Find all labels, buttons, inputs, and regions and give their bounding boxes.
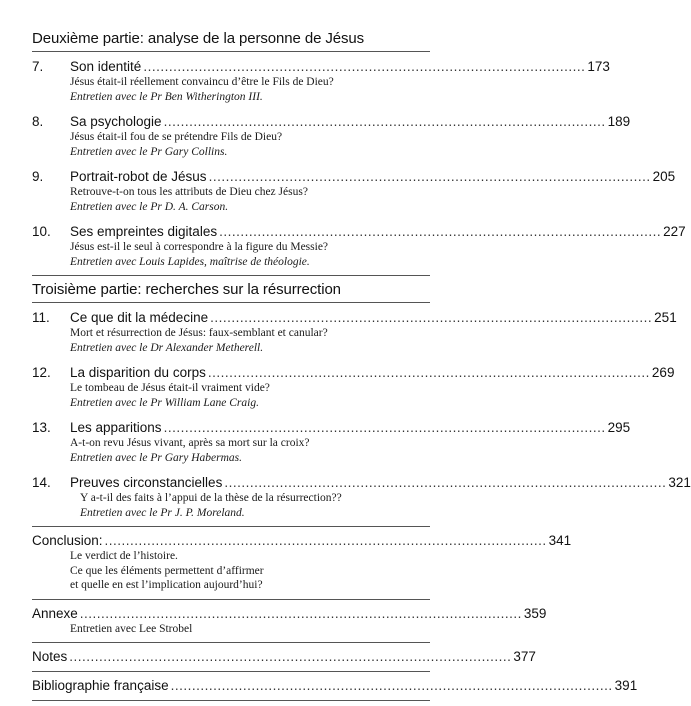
chapter-title: Ce que dit la médecine	[70, 310, 209, 325]
chapter-title: Les apparitions	[70, 420, 162, 435]
conclusion-line-3: et quelle en est l’implication aujourd’hui?	[70, 579, 263, 591]
chapter-title: Sa psychologie	[70, 114, 162, 129]
dot-leader: ........................................................................................................	[104, 533, 547, 548]
page-number: 269	[651, 365, 675, 380]
conclusion-line-2: Ce que les éléments permettent d’affirmer	[70, 564, 264, 577]
page-number: 189	[607, 114, 631, 129]
chapter-question: Mort et résurrection de Jésus: faux-semblant et canular?	[70, 327, 328, 339]
toc-entry-14[interactable]	[32, 474, 691, 527]
chapter-number: 8.	[32, 114, 44, 129]
chapter-question: A-t-on revu Jésus vivant, après sa mort sur la croix?	[70, 437, 310, 449]
chapter-question: Jésus est-il le seul à correspondre à la figure du Messie?	[70, 241, 329, 253]
chapter-number: 7.	[32, 59, 44, 74]
chapter-question: Le tombeau de Jésus était-il vraiment vide?	[70, 382, 270, 394]
chapter-number: 11.	[32, 310, 50, 325]
dot-leader: ........................................................................................................	[224, 475, 667, 490]
toc-entry-8[interactable]	[32, 113, 631, 159]
toc-entry-7[interactable]	[32, 58, 610, 104]
section-title: Annexe	[32, 605, 78, 621]
toc-entry-9[interactable]	[32, 168, 676, 214]
chapter-interview: Entretien avec le Pr D. A. Carson.	[70, 200, 229, 213]
chapter-interview: Entretien avec le Pr William Lane Craig.	[70, 396, 259, 409]
page-number: 359	[523, 605, 547, 621]
dot-leader: ........................................................................................................	[170, 678, 613, 693]
chapter-number: 13.	[32, 420, 51, 435]
dot-leader: ........................................................................................................	[163, 114, 606, 129]
chapter-number: 14.	[32, 475, 51, 490]
chapter-title: Preuves circonstancielles	[70, 475, 223, 490]
toc-entry-annexe[interactable]	[32, 605, 547, 644]
dot-leader: ........................................................................................................	[143, 59, 586, 74]
part-3-title: Troisième partie: recherches sur la résurrection	[32, 281, 430, 303]
chapter-interview: Entretien avec le Pr J. P. Moreland.	[80, 506, 245, 519]
chapter-title: Son identité	[70, 59, 142, 74]
chapter-interview: Entretien avec le Dr Alexander Metherell.	[70, 341, 264, 354]
chapter-interview: Entretien avec le Pr Ben Witherington III.	[70, 90, 263, 103]
table-of-contents	[32, 30, 691, 706]
page-number: 295	[607, 420, 631, 435]
chapter-title: Portrait-robot de Jésus	[70, 169, 207, 184]
toc-entry-notes[interactable]	[32, 648, 536, 672]
section-title: Bibliographie française	[32, 678, 169, 693]
dot-leader: ........................................................................................................	[210, 310, 653, 325]
chapter-interview: Entretien avec Louis Lapides, maîtrise de théologie.	[70, 255, 310, 268]
toc-entry-bibliographie[interactable]	[32, 677, 638, 701]
annexe-line-1: Entretien avec Lee Strobel	[70, 622, 193, 635]
chapter-number: 12.	[32, 365, 51, 380]
chapter-question: Jésus était-il fou de se prétendre Fils de Dieu?	[70, 131, 283, 143]
part-2-title: Deuxième partie: analyse de la personne de Jésus	[32, 30, 430, 52]
page-number: 173	[587, 59, 610, 74]
chapter-interview: Entretien avec le Pr Gary Collins.	[70, 145, 228, 158]
chapter-number: 10.	[32, 224, 51, 239]
page-number: 227	[663, 224, 686, 239]
page-number: 341	[548, 533, 572, 548]
chapter-question: Y a-t-il des faits à l’appui de la thèse de la résurrection??	[80, 492, 342, 504]
dot-leader: ........................................................................................................	[163, 420, 606, 435]
chapter-number: 9.	[32, 169, 44, 184]
page-number: 205	[652, 169, 676, 184]
toc-entry-12[interactable]	[32, 364, 675, 410]
section-title: Conclusion:	[32, 533, 103, 548]
dot-leader: ........................................................................................................	[79, 605, 522, 621]
conclusion-line-1: Le verdict de l’histoire.	[70, 550, 178, 562]
dot-leader: ........................................................................................................	[219, 224, 662, 239]
chapter-title: Ses empreintes digitales	[70, 224, 218, 239]
chapter-interview: Entretien avec le Pr Gary Habermas.	[70, 451, 243, 464]
page-number: 321	[668, 475, 691, 490]
chapter-question: Retrouve-t-on tous les attributs de Dieu chez Jésus?	[70, 186, 308, 198]
dot-leader: ........................................................................................................	[69, 649, 512, 664]
dot-leader: ........................................................................................................	[208, 169, 651, 184]
chapter-title: La disparition du corps	[70, 365, 206, 380]
toc-entry-11[interactable]	[32, 309, 677, 355]
toc-entry-10[interactable]	[32, 223, 686, 276]
chapter-question: Jésus était-il réellement convaincu d’être le Fils de Dieu?	[70, 76, 334, 88]
page-number: 251	[654, 310, 677, 325]
toc-entry-13[interactable]	[32, 419, 631, 465]
toc-entry-conclusion[interactable]	[32, 532, 572, 600]
page-number: 391	[614, 678, 638, 693]
section-title: Notes	[32, 649, 68, 664]
dot-leader: ........................................................................................................	[207, 365, 650, 380]
page-number: 377	[513, 649, 536, 664]
